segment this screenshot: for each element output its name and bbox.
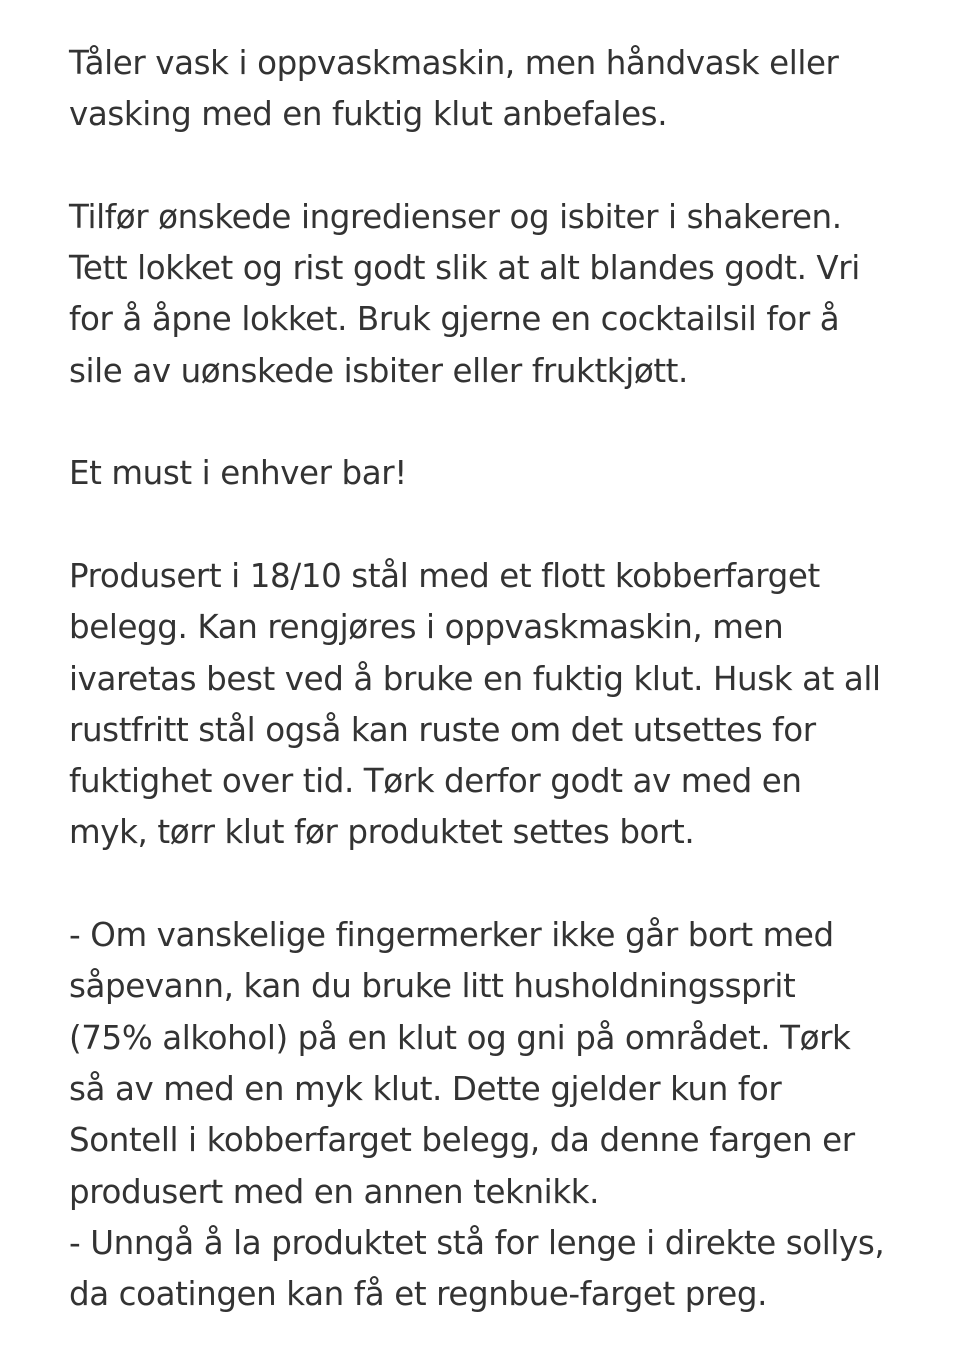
cleaning-note-paragraph <box>69 38 929 141</box>
product-description <box>69 38 929 1320</box>
text-line: sile av uønskede isbiter eller fruktkjøtt. <box>69 351 688 390</box>
text-line: så av med en myk klut. Dette gjelder kun for <box>69 1069 782 1108</box>
text-line: (75% alkohol) på en klut og gni på området. Tørk <box>69 1018 851 1057</box>
text-line: myk, tørr klut før produktet settes bort. <box>69 813 695 852</box>
text-line: - Unngå å la produktet stå for lenge i direkte sollys, <box>69 1223 885 1262</box>
usage-instructions-paragraph <box>69 192 929 397</box>
paragraph-spacer <box>69 397 929 448</box>
text-line: ivaretas best ved å bruke en fuktig klut. Husk at all <box>69 659 881 698</box>
text-line: Tett lokket og rist godt slik at alt blandes godt. Vri <box>69 249 860 288</box>
text-line: fuktighet over tid. Tørk derfor godt av med en <box>69 762 802 801</box>
text-line: belegg. Kan rengjøres i oppvaskmaskin, men <box>69 608 784 647</box>
paragraph-spacer <box>69 141 929 192</box>
paragraph-spacer <box>69 500 929 551</box>
text-line: Produsert i 18/10 stål med et flott kobberfarget <box>69 556 820 595</box>
text-line: vasking med en fuktig klut anbefales. <box>69 95 668 134</box>
material-care-paragraph <box>69 551 929 859</box>
text-line: Tåler vask i oppvaskmaskin, men håndvask eller <box>69 44 839 82</box>
text-line: - Om vanskelige fingermerker ikke går bort med <box>69 916 834 955</box>
text-line: produsert med en annen teknikk. <box>69 1172 600 1211</box>
text-line: Tilfør ønskede ingredienser og isbiter i shakeren. <box>69 197 842 236</box>
tagline-paragraph <box>69 448 929 499</box>
text-line: rustfritt stål også kan ruste om det utsettes for <box>69 710 816 749</box>
text-line: såpevann, kan du bruke litt husholdningssprit <box>69 967 796 1006</box>
text-line: da coatingen kan få et regnbue-farget preg. <box>69 1275 768 1314</box>
text-line: for å åpne lokket. Bruk gjerne en cocktailsil for å <box>69 300 840 339</box>
tips-list-paragraph <box>69 910 929 1320</box>
text-line: Sontell i kobberfarget belegg, da denne fargen er <box>69 1121 855 1160</box>
paragraph-spacer <box>69 859 929 910</box>
text-line: Et must i enhver bar! <box>69 454 407 493</box>
